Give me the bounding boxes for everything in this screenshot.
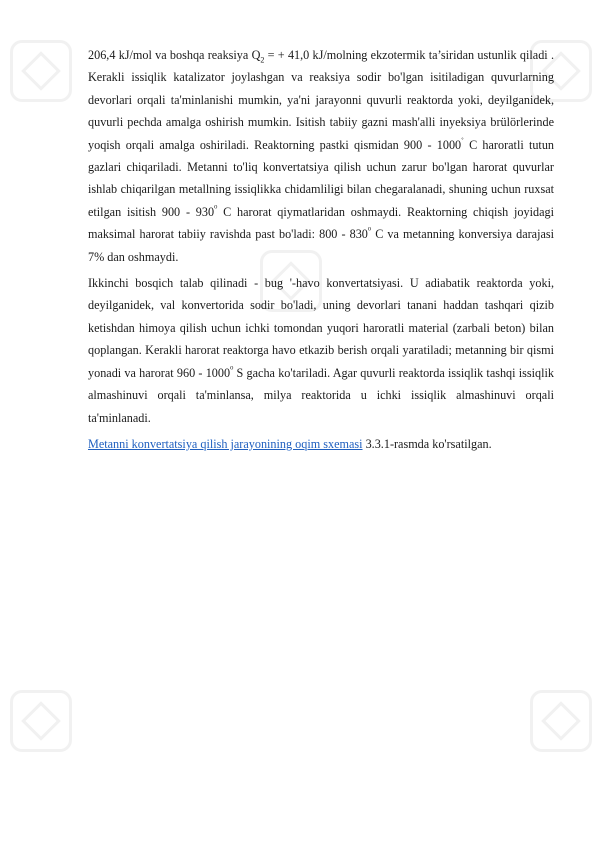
document-page [88, 44, 554, 455]
subscript: 2 [260, 55, 265, 65]
watermark-mark [10, 40, 72, 102]
text-run: 206,4 kJ/mol va boshqa reaksiya Q [88, 48, 261, 62]
flow-diagram-link[interactable]: Metanni konvertatsiya qilish jarayonining oqim sxemasi [88, 436, 363, 451]
superscript: ⁰ [214, 203, 218, 213]
text-run: C harorat qiymatlaridan oshmaydi. Reaktorning chiqish joyidagi maksimal harorat tabiiy ravishda past bo'ladi: 800 - 830 [88, 204, 554, 242]
text-run: S gacha ko'tariladi. Agar quvurli reaktorda issiqlik tashqi issiqlik almashinuvi orqali ta'minlansa, milya reaktorida u ichki issiqlik almashinuvi orqali ta'minlanadi. [88, 365, 554, 425]
text-run: 3.3.1-rasmda ko'rsatilgan. [362, 436, 492, 451]
text-run: Ikkinchi bosqich talab qilinadi - bug '-havo konvertatsiyasi. U adiabatik reaktorda yoki, deyilganidek, val konvertorida sodir bo'ladi, uning devorlari tanani haddan tashqari qizib ketishdan himoya qilish uchun ichki tomondan yuqori haroratli material (zarbali beton) bilan qoplangan. Kerakli harorat reaktorga havo etkazib berish orqali yaratiladi; metanning bir qismi yonadi va harorat 960 - 1000 [88, 276, 554, 380]
text-run: = + 41,0 kJ/molning ekzotermik ta’siridan ustunlik qiladi . Kerakli issiqlik katalizator joylashgan va reaksiya sodir bo'lgan isitiladigan quvurlarning devorlari orqali ta'minlanishi mumkin, ya'ni jarayonni quvurli reaktorda yoki, deyilganidek, quvurli pechda amalga oshirish mumkin. Isitish tabiiy gazni mash'alli inyeksiya brülörlerinde yoqish orqali amalga oshiriladi. Reaktorning pastki qismidan 900 - 1000 [88, 48, 554, 152]
paragraph-reforming [88, 44, 554, 268]
paragraph-second-stage [88, 272, 554, 429]
watermark-mark [10, 690, 72, 752]
text-run: C va metanning konversiya darajasi 7% dan oshmaydi. [88, 227, 554, 264]
text-run: C haroratli tutun gazlari chiqariladi. Metanni to'liq konvertatsiya qilish uchun zarur bo'lgan harorat quvurlar ishlab chiqarilgan metallning issiqlikka chidamliligi bilan chegaralanadi, shuning uchun ruxsat etilgan isitish 900 - 930 [88, 137, 555, 219]
watermark-mark [530, 690, 592, 752]
superscript: ⁰ [230, 364, 234, 374]
superscript: ˚ [461, 136, 464, 146]
paragraph-flow-diagram-ref [88, 433, 554, 455]
superscript: ⁰ [367, 226, 372, 236]
